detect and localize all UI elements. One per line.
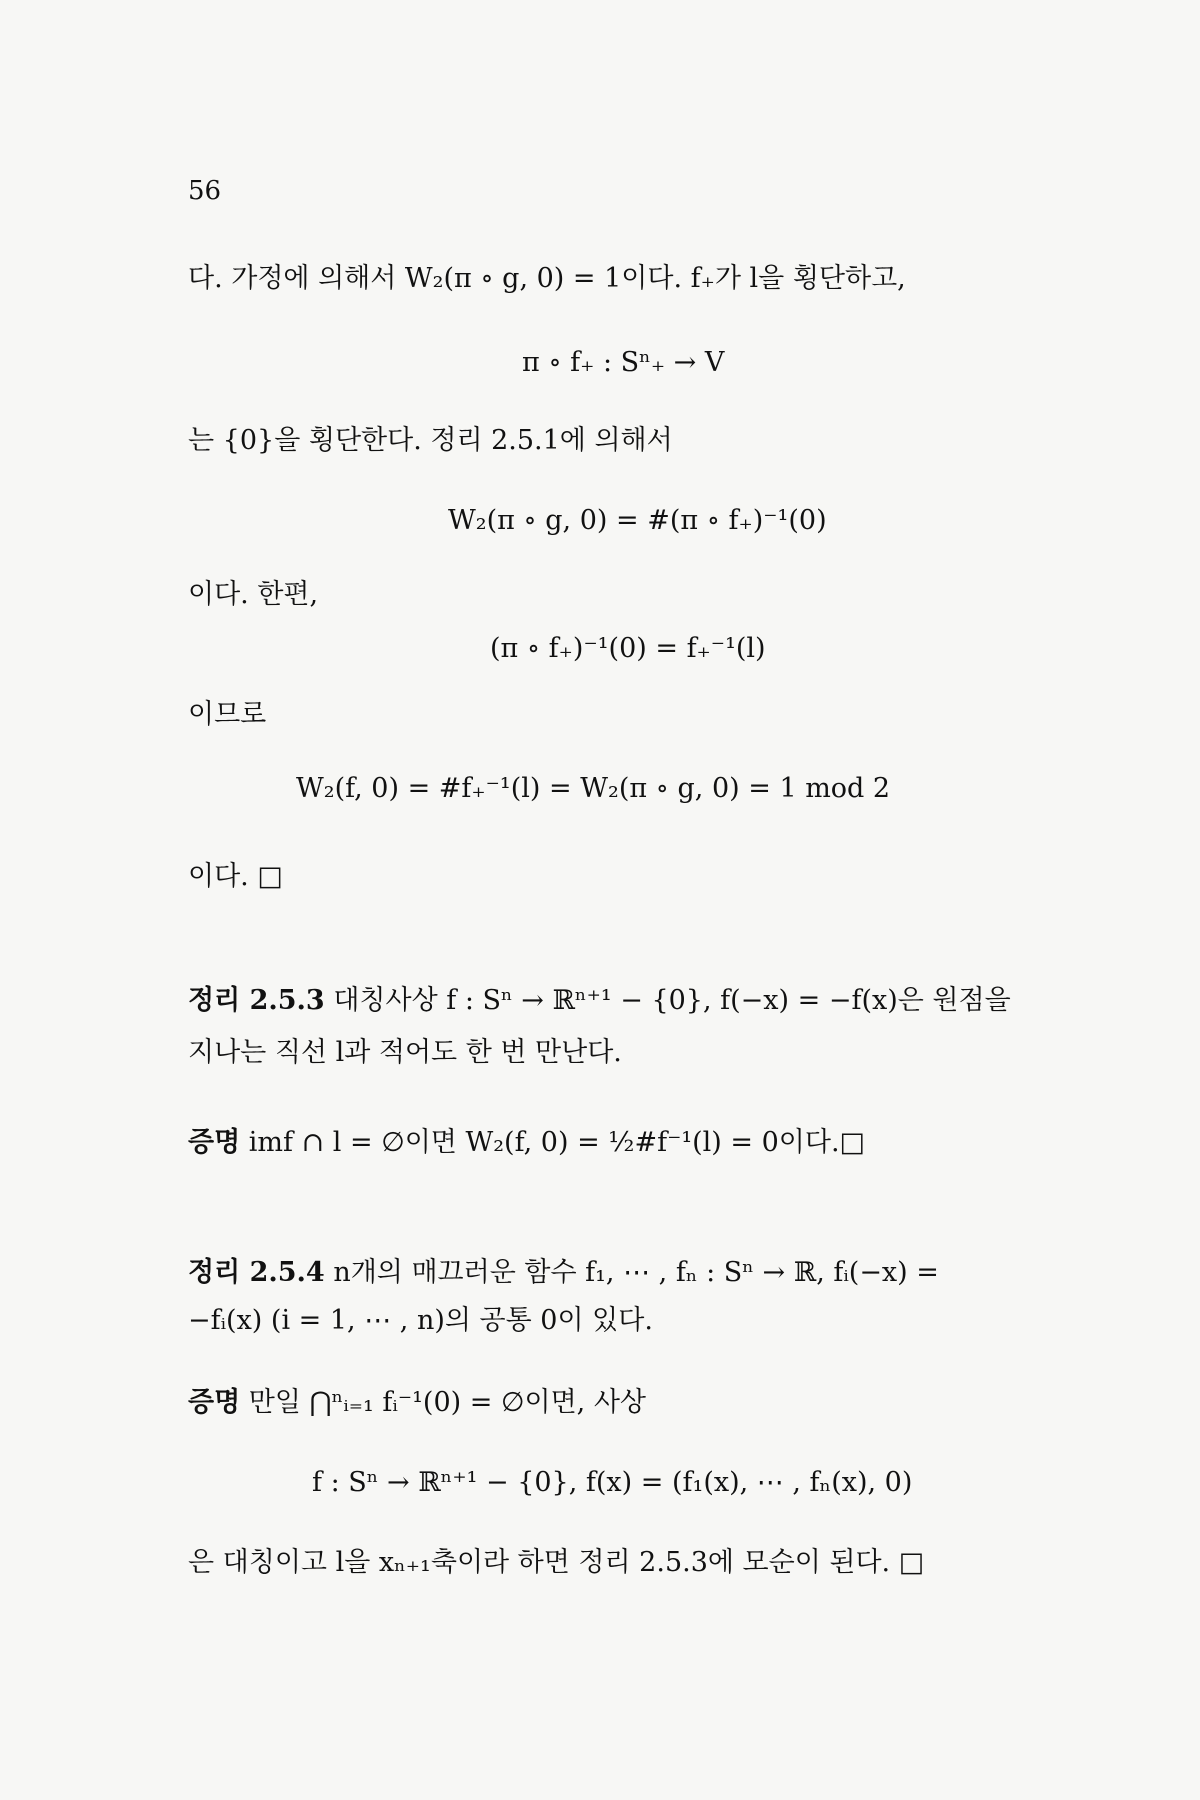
proof-2-5-4 <box>188 1386 646 1420</box>
theorem-label: 정리 2.5.4 <box>188 1257 325 1288</box>
theorem-2-5-3-line2: 지나는 직선 l과 적어도 한 번 만난다. <box>188 1037 622 1068</box>
proof-2-5-4-conclusion: 은 대칭이고 l을 xₙ₊₁축이라 하면 정리 2.5.3에 모순이 된다. □ <box>188 1547 925 1578</box>
theorem-2-5-4-line2: −fᵢ(x) (i = 1, ⋯ , n)의 공통 0이 있다. <box>188 1305 653 1336</box>
text-line-5: 이다. □ <box>188 861 283 892</box>
display-equation-2: W₂(π ∘ g, 0) = #(π ∘ f₊)⁻¹(0) <box>448 505 827 536</box>
display-equation-1: π ∘ f₊ : Sⁿ₊ → V <box>522 347 725 378</box>
theorem-statement: n개의 매끄러운 함수 f₁, ⋯ , fₙ : Sⁿ → ℝ, fᵢ(−x) = <box>333 1257 939 1288</box>
theorem-2-5-4 <box>188 1256 939 1290</box>
display-equation-3: (π ∘ f₊)⁻¹(0) = f₊⁻¹(l) <box>490 633 766 664</box>
page-number: 56 <box>188 176 222 206</box>
theorem-2-5-3 <box>188 984 1011 1018</box>
proof-text: imf ∩ l = ∅이면 W₂(f, 0) = ½#f⁻¹(l) = 0이다.□ <box>248 1127 866 1158</box>
text-line-1: 다. 가정에 의해서 W₂(π ∘ g, 0) = 1이다. f₊가 l을 횡단하고, <box>188 263 906 294</box>
text-line-3: 이다. 한편, <box>188 579 319 610</box>
display-equation-4: W₂(f, 0) = #f₊⁻¹(l) = W₂(π ∘ g, 0) = 1 mod 2 <box>296 773 891 804</box>
proof-text: 만일 ⋂ⁿᵢ₌₁ fᵢ⁻¹(0) = ∅이면, 사상 <box>248 1387 646 1418</box>
text-line-2: 는 {0}을 횡단한다. 정리 2.5.1에 의해서 <box>188 425 673 456</box>
proof-label: 증명 <box>188 1127 241 1158</box>
proof-label: 증명 <box>188 1387 241 1418</box>
proof-2-5-3 <box>188 1126 865 1160</box>
theorem-label: 정리 2.5.3 <box>188 985 325 1016</box>
display-equation-5: f : Sⁿ → ℝⁿ⁺¹ − {0}, f(x) = (f₁(x), ⋯ , fₙ(x), 0) <box>312 1467 913 1498</box>
theorem-statement: 대칭사상 f : Sⁿ → ℝⁿ⁺¹ − {0}, f(−x) = −f(x)은 원점을 <box>333 985 1011 1016</box>
text-line-4: 이므로 <box>188 699 267 730</box>
